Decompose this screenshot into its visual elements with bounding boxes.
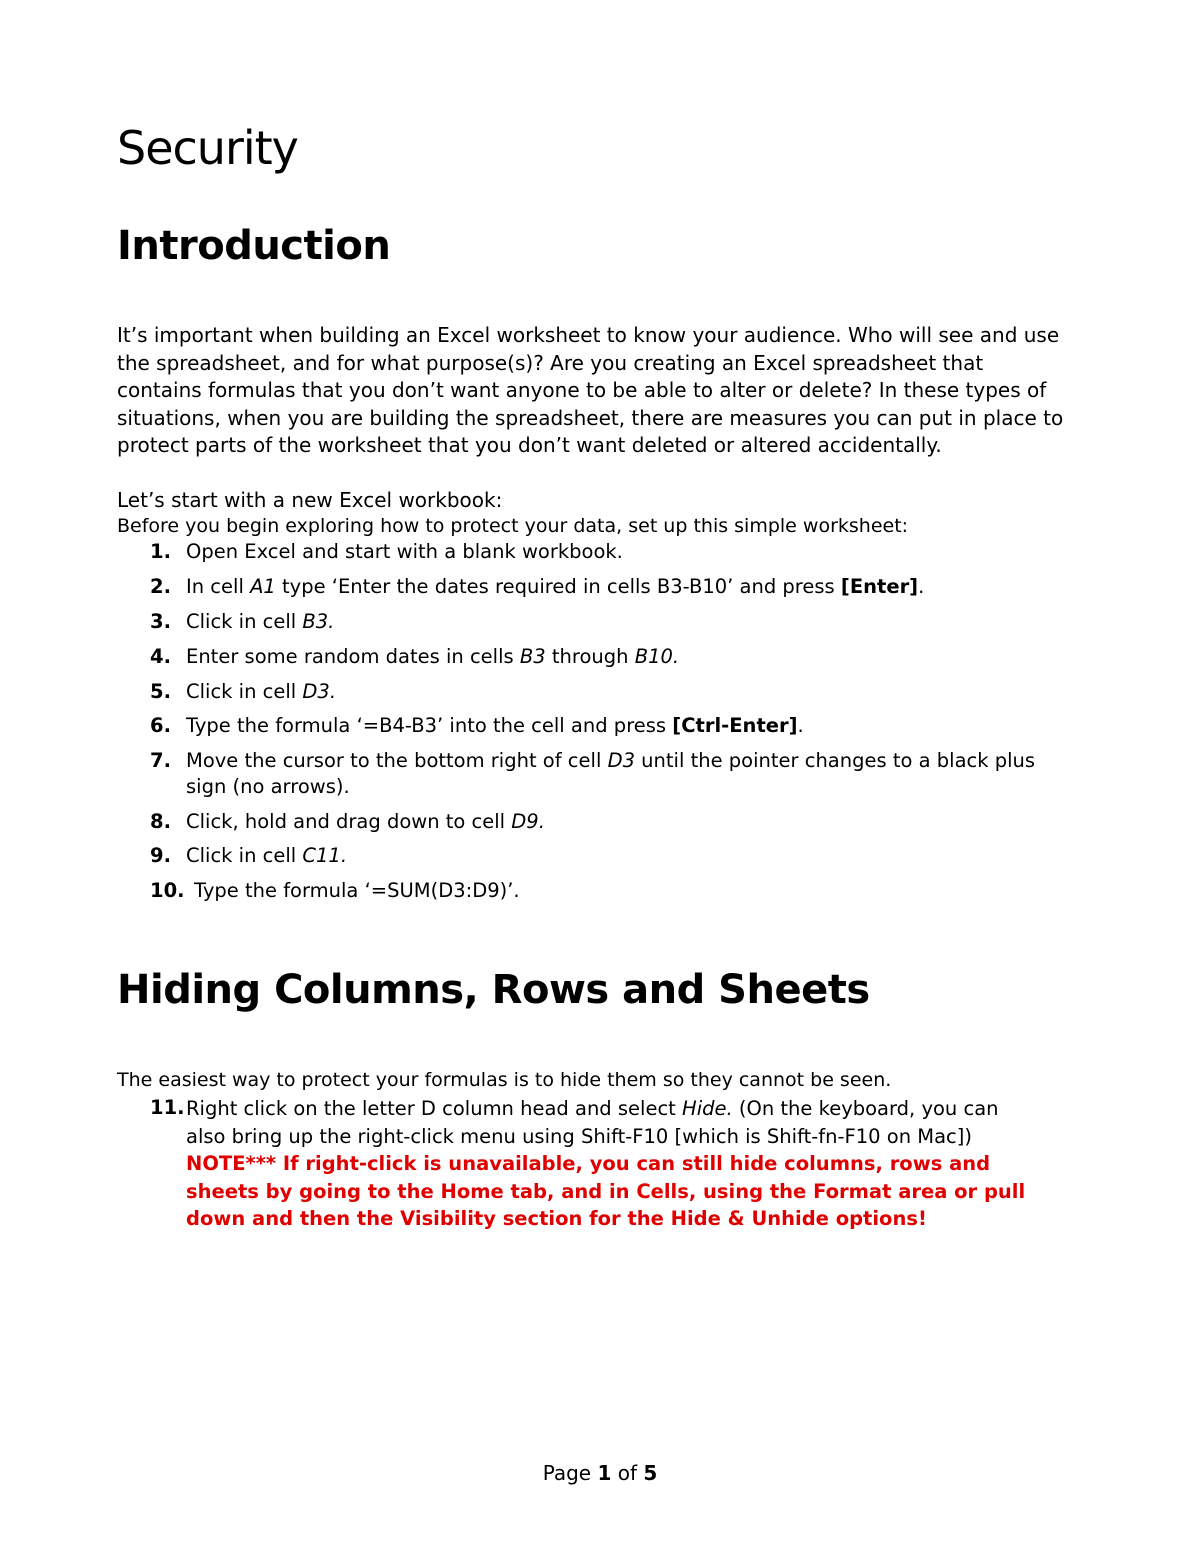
before-line: Before you begin exploring how to protect your data, set up this simple worksheet: [117,515,909,537]
hiding-heading: Hiding Columns, Rows and Sheets [117,967,870,1013]
step-number: 1. [150,540,171,563]
step-text: Type the formula ‘=B4-B3’ into the cell and press [Ctrl-Enter]. [186,714,804,737]
page-footer [0,1460,1200,1486]
introduction-heading: Introduction [117,223,391,269]
step-number: 7. [150,749,171,772]
page-word: Page [542,1461,592,1485]
step-text: Open Excel and start with a blank workbook. [186,540,623,563]
step-text: Type the formula ‘=SUM(D3:D9)’. [194,879,520,902]
step-text: Click in cell B3. [186,610,335,633]
step-number: 6. [150,714,171,737]
step-number: 9. [150,844,171,867]
page-number: 1 [597,1461,612,1485]
step-text: In cell A1 type ‘Enter the dates required in cells B3-B10’ and press [Enter]. [186,575,925,598]
of-word: of [617,1461,638,1485]
step-text: Right click on the letter D column head and select Hide. (On the keyboard, you can also bring up the right-click menu using Shift-F10 [which is Shift-fn-F10 on Mac]) NOTE*** If right-click is unavailable, you can still hide columns, rows and sheets by going to the Home tab, and in Cells, using the Format area or pull down and then the Visibility section for the Hide & Unhide options! [186,1097,1026,1230]
note-text: NOTE*** If right-click is unavailable, you can still hide columns, rows and sheets by going to the Home tab, and in Cells, using the Format area or pull down and then the Visibility section for the Hide & Unhide options! [186,1152,1026,1230]
document-title: Security [117,121,298,175]
step-text: Click in cell C11. [186,844,348,867]
step-number: 2. [150,575,171,598]
step-number: 11. [150,1096,185,1119]
step-text: Click, hold and drag down to cell D9. [186,810,545,833]
step-text: Move the cursor to the bottom right of cell D3 until the pointer changes to a black plus sign (no arrows). [186,749,1036,798]
hiding-intro-line: The easiest way to protect your formulas is to hide them so they cannot be seen. [117,1069,892,1091]
step-text: Enter some random dates in cells B3 through B10. [186,645,680,668]
start-line: Let’s start with a new Excel workbook: [117,488,503,512]
step-text: Click in cell D3. [186,680,337,703]
step-number: 10. [150,879,185,902]
step-number: 3. [150,610,171,633]
step-number: 4. [150,645,171,668]
step-number: 5. [150,680,171,703]
page-total: 5 [643,1461,658,1485]
intro-paragraph: It’s important when building an Excel worksheet to know your audience. Who will see and use the spreadsheet, and for what purpose(s)? Are you creating an Excel spreadsheet that contains formulas that you don’t want anyone to be able to alter or delete? In these types of situations, when you are building the spreadsheet, there are measures you can put in place to protect parts of the worksheet that you don’t want deleted or altered accidentally. [117,323,1064,457]
step-number: 8. [150,810,171,833]
